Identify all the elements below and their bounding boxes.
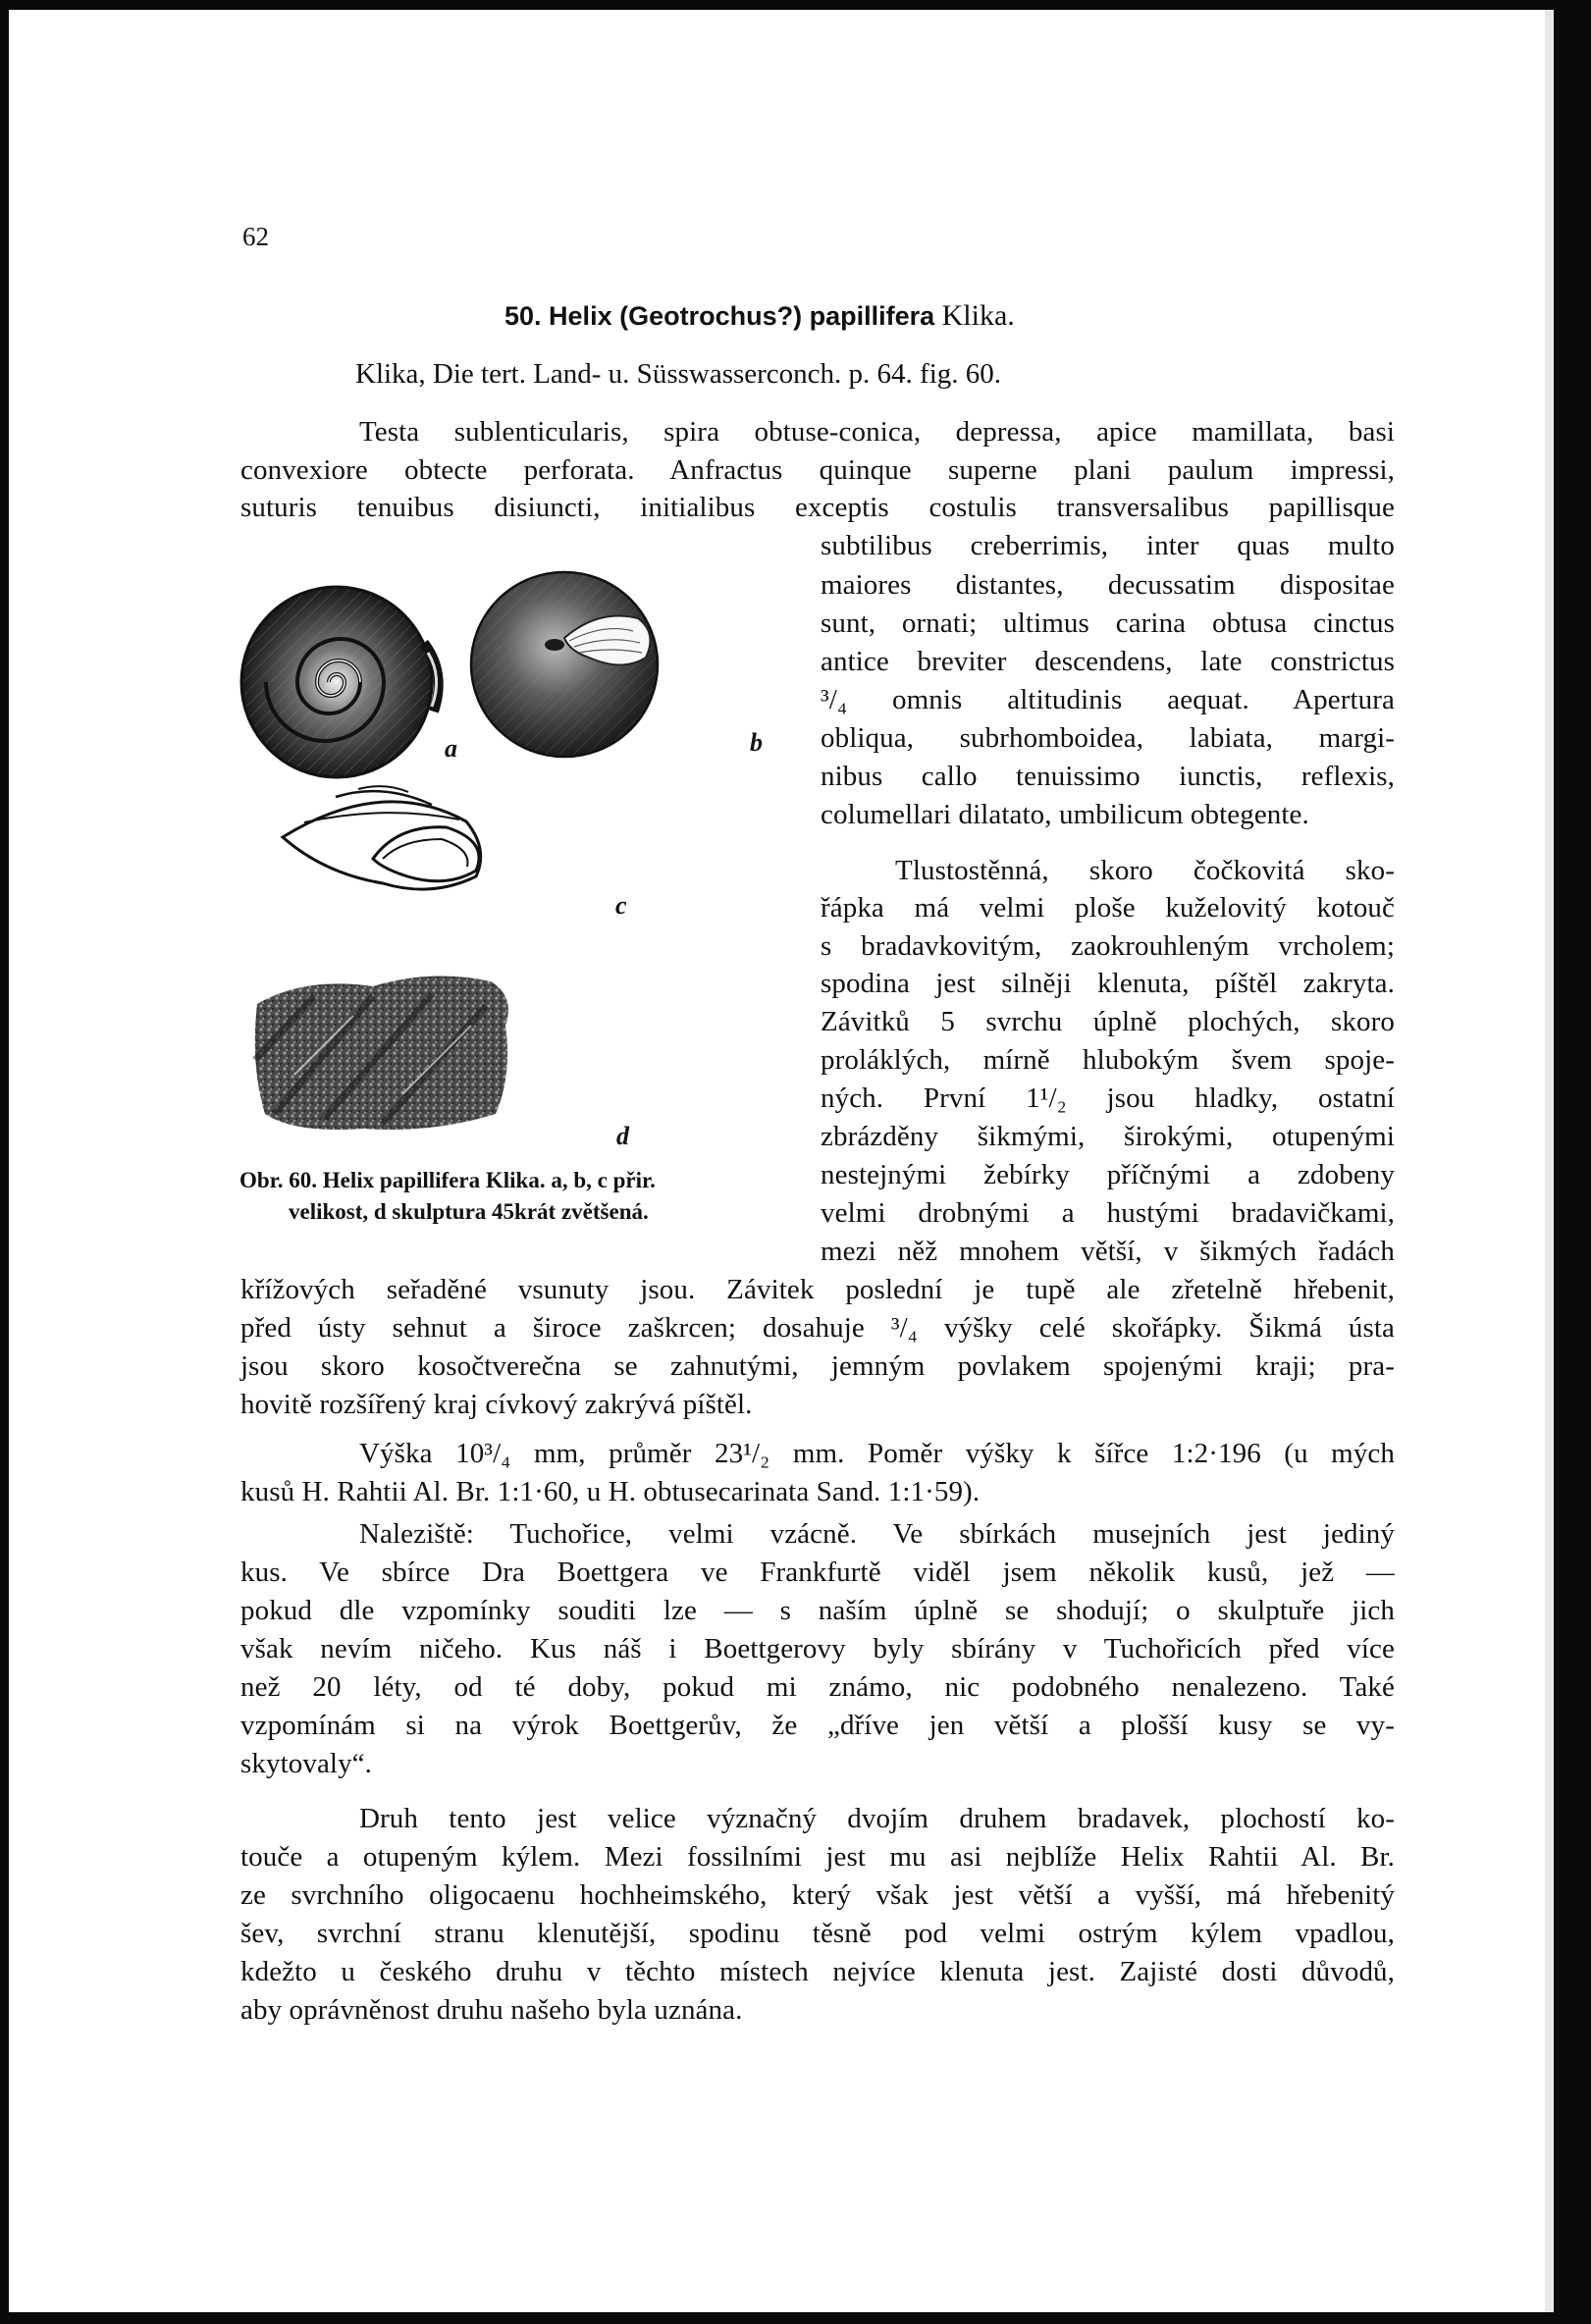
discussion-line: kdežto u českého druhu v těchto místech nejvíce klenuta jest. Zajisté dosti důvodů, [240,1956,1395,1987]
scan-border-right [1554,0,1591,2324]
figure-label-d: d [616,1122,629,1150]
latin-line: columellari dilatato, umbilicum obtegente. [821,799,1309,830]
latin-line: ³/₄ omnis altitudinis aequat. Apertura [821,684,1395,715]
scan-border-top [0,0,1591,10]
species-number: 50. [504,301,542,331]
czech-line: hovitě rozšířený kraj cívkový zakrývá píštěl. [240,1389,753,1420]
figure-caption-line-1: Obr. 60. Helix papillifera Klika. a, b, c přir. [239,1168,656,1192]
czech-line: s bradavkovitým, zaokrouhleným vrcholem; [821,930,1395,962]
species-name: Helix (Geotrochus?) papillifera [549,301,935,331]
locality-line: skytovaly“. [240,1748,372,1779]
czech-line: ných. První 1¹/₂ jsou hladky, ostatní [821,1083,1395,1114]
latin-line: suturis tenuibus disiuncti, initialibus exceptis costulis transversalibus papillisque [240,492,1395,523]
latin-line: subtilibus creberrimis, inter quas multo [821,530,1395,561]
czech-line: řápka má velmi ploše kuželovitý kotouč [821,892,1395,924]
figure-label-a: a [445,734,457,763]
locality-line: kus. Ve sbírce Dra Boettgera ve Frankfurtě viděl jsem několik kusů, jež — [240,1557,1395,1588]
czech-line: spodina jest silněji klenuta, píštěl zakryta. [821,968,1395,999]
page-edge-shadow [1545,10,1554,2312]
latin-line: Testa sublenticularis, spira obtuse-conica, depressa, apice mamillata, basi [359,416,1395,448]
discussion-line: šev, svrchní stranu klenutější, spodinu těsně pod velmi ostrým kýlem vpadlou, [240,1918,1395,1949]
species-author: Klika. [941,299,1015,332]
czech-line: velmi drobnými a hustými bradavičkami, [821,1197,1395,1229]
shell-figure [236,564,805,1153]
czech-line: jsou skoro kosočtverečna se zahnutými, jemným povlakem spojenými kraji; pra- [240,1350,1395,1382]
figure-label-b: b [750,728,763,757]
latin-line: convexiore obtecte perforata. Anfractus quinque superne plani paulum impressi, [240,454,1395,486]
discussion-line: ze svrchního oligocaenu hochheimského, který však jest větší a vyšší, má hřebenitý [240,1879,1395,1911]
citation: Klika, Die tert. Land- u. Süsswasserconch. p. 64. fig. 60. [355,358,1002,390]
page-number: 62 [242,222,269,251]
czech-line: proláklých, mírně hlubokým švem spoje- [821,1044,1395,1076]
discussion-line: aby oprávněnost druhu našeho byla uznána. [240,1994,743,2026]
shell-bottom-view [471,572,658,757]
shell-side-profile [283,786,481,889]
latin-line: nibus callo tenuissimo iunctis, reflexis, [821,761,1395,792]
scan-border-bottom [0,2312,1591,2324]
species-heading [504,299,1015,333]
shell-top-view [241,587,439,777]
latin-line: sunt, ornati; ultimus carina obtusa cinctus [821,607,1395,639]
czech-line: nestejnými žebírky příčnými a zdobeny [821,1159,1395,1190]
czech-line: křížových seřaděné vsunuty jsou. Závitek poslední je tupě ale zřetelně hřebenit, [240,1274,1395,1305]
measurement-line: kusů H. Rahtii Al. Br. 1:1·60, u H. obtusecarinata Sand. 1:1·59). [240,1476,981,1507]
discussion-line: Druh tento jest velice význačný dvojím druhem bradavek, plochostí ko- [359,1803,1395,1834]
locality-line: vzpomínám si na výrok Boettgerův, že „dříve jen větší a plošší kusy se vy- [240,1710,1395,1741]
czech-line: zbrázděny šikmými, širokými, otupenými [821,1121,1395,1152]
latin-line: antice breviter descendens, late constrictus [821,646,1395,677]
czech-line: Závitků 5 svrchu úplně plochých, skoro [821,1006,1395,1037]
czech-line: před ústy sehnut a široce zaškrcen; dosahuje ³/₄ výšky celé skořápky. Šikmá ústa [240,1312,1395,1344]
latin-line: maiores distantes, decussatim dispositae [821,569,1395,601]
locality-line: však nevím ničeho. Kus náš i Boettgerovy byly sbírány v Tuchořicích před více [240,1633,1395,1664]
latin-line: obliqua, subrhomboidea, labiata, margi- [821,722,1395,754]
figure-caption-line-2: velikost, d skulptura 45krát zvětšená. [289,1199,649,1224]
measurement-line: Výška 10³/₄ mm, průměr 23¹/₂ mm. Poměr výšky k šířce 1:2·196 (u mých [359,1438,1395,1469]
scan-border-left [0,0,9,2324]
sculpture-detail [255,977,508,1130]
discussion-line: touče a otupeným kýlem. Mezi fossilními jest mu asi nejblíže Helix Rahtii Al. Br. [240,1841,1395,1873]
locality-line: než 20 léty, od té doby, pokud mi známo, nic podobného nenalezeno. Také [240,1671,1395,1703]
czech-line: Tlustostěnná, skoro čočkovitá sko- [895,855,1395,886]
figure-label-c: c [615,891,627,920]
locality-line: pokud dle vzpomínky souditi lze — s naším úplně se shodují; o skulptuře jich [240,1595,1395,1626]
locality-line: Naleziště: Tuchořice, velmi vzácně. Ve sbírkách musejních jest jediný [359,1518,1395,1550]
czech-line: mezi něž mnohem větší, v šikmých řadách [821,1236,1395,1267]
